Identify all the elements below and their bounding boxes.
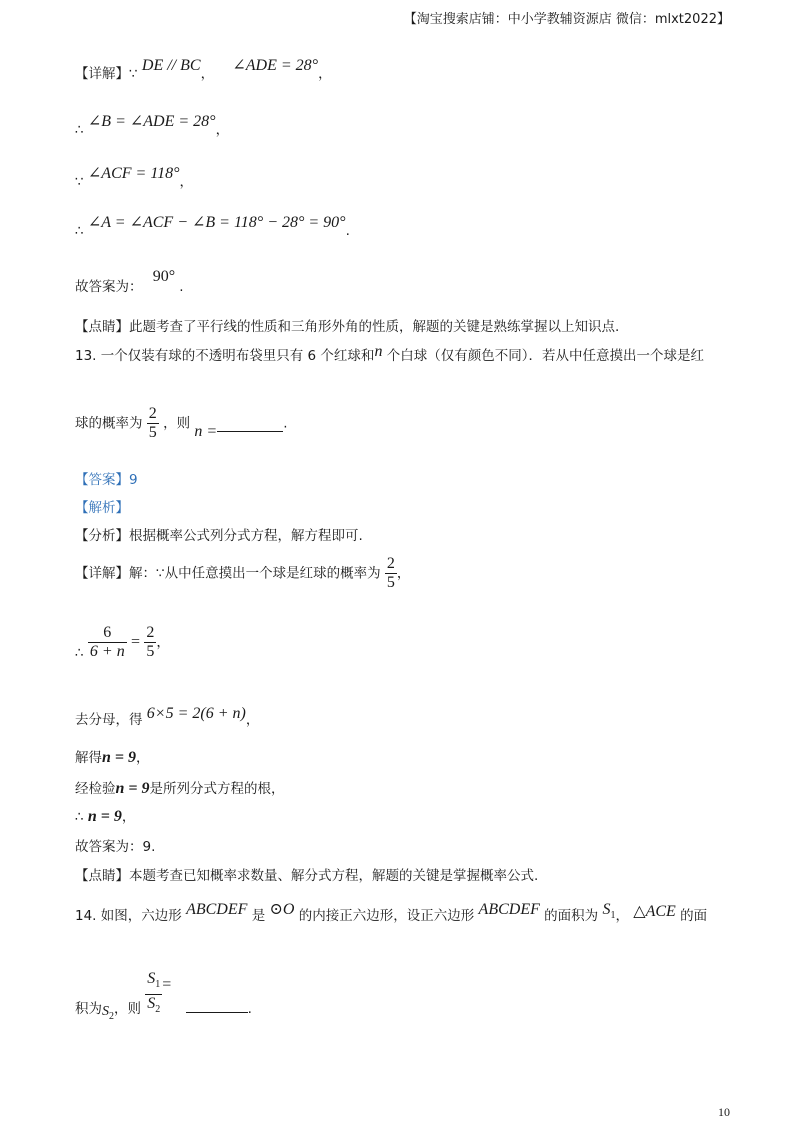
denominator: 5 — [148, 424, 157, 441]
right-fraction — [144, 624, 156, 661]
comma: ， — [179, 174, 194, 190]
denominator: 5 — [146, 643, 155, 660]
q14-text: 的面积为 — [544, 908, 599, 924]
comma: ， — [318, 66, 332, 82]
comma: ， — [136, 750, 150, 766]
s2: S — [102, 1003, 109, 1019]
circle-o: ⊙O — [269, 901, 295, 918]
s2-subscript: 2 — [109, 1010, 114, 1022]
q13-ans: 故答案为：9. — [75, 839, 156, 855]
numerator: 2 — [386, 555, 395, 572]
q13-step-4 — [75, 805, 135, 826]
q14-text: 是 — [251, 908, 266, 924]
answer-value: 90° — [152, 268, 176, 285]
q14-text: ，则 — [114, 1000, 141, 1017]
angle-b-eq: ∠B = ∠ADE = 28° — [87, 113, 216, 130]
q12-line-2 — [75, 113, 230, 139]
s1-subscript: 1 — [610, 910, 616, 921]
since-symbol: ∵ — [129, 66, 138, 82]
comma: ， — [245, 712, 260, 728]
denominator-subscript: 2 — [155, 1004, 161, 1015]
q12-line-3 — [75, 165, 194, 191]
n-equals: n = — [194, 422, 218, 440]
equals: = — [162, 975, 172, 993]
comma: ， — [121, 809, 136, 825]
left-fraction — [88, 624, 127, 661]
q14-text: 的内接正六边形，设正六边形 — [298, 908, 475, 924]
numerator: S — [147, 970, 156, 987]
therefore-symbol: ∴ — [75, 122, 84, 138]
step-text: 解得 — [75, 750, 102, 766]
angle-acf: ∠ACF = 118° — [87, 165, 180, 182]
numerator: 2 — [146, 624, 155, 641]
q13-text: 13. 一个仅装有球的不透明布袋里只有 6 个红球和 — [75, 348, 375, 364]
numerator-subscript: 1 — [155, 979, 161, 990]
q13-detail — [75, 555, 410, 592]
q13-comment: 【点睛】本题考查已知概率求数量、解分式方程，解题的关键是掌握概率公式. — [75, 868, 539, 884]
probability-fraction — [385, 555, 397, 592]
period: . — [345, 223, 350, 239]
therefore-symbol: ∴ — [75, 223, 84, 239]
q13-line-1 — [75, 344, 704, 365]
period: . — [247, 1000, 252, 1017]
period: . — [179, 279, 184, 295]
q13-step-2 — [75, 746, 150, 767]
de-parallel-bc: DE // BC — [141, 57, 201, 74]
step-text: 是所列分式方程的根， — [149, 781, 285, 797]
q13-text: 球的概率为 — [75, 415, 143, 432]
numerator: 6 — [103, 624, 112, 641]
q12-comment: 【点睛】此题考查了平行线的性质和三角形外角的性质，解题的关键是熟练掌握以上知识点. — [75, 319, 620, 335]
q14-line-1 — [75, 901, 708, 927]
hexagon-label: ABCDEF — [478, 901, 540, 918]
angle-a-calc: ∠A = ∠ACF − ∠B = 118° − 28° = 90° — [87, 214, 346, 231]
q13-text: 个白球（仅有颜色不同）．若从中任意摸出一个球是红 — [382, 348, 704, 364]
q14-text: 积为 — [75, 1000, 102, 1017]
s1: S — [602, 901, 611, 918]
q14-text: 的面 — [680, 908, 708, 924]
shop-header: 【淘宝搜索店铺：中小学教辅资源店 微信：mlxt2022】 — [403, 12, 730, 27]
answer-label: 故答案为： — [75, 279, 143, 295]
comma: ， — [215, 122, 230, 138]
therefore-symbol: ∴ — [75, 644, 84, 661]
denominator: 6 + n — [89, 643, 125, 660]
step-equation: n = 9 — [102, 749, 137, 766]
numerator: 2 — [148, 405, 157, 422]
therefore-symbol: ∴ — [75, 809, 84, 825]
var-n: n — [374, 343, 383, 360]
equals: = — [130, 633, 141, 651]
q14-line-2 — [75, 962, 252, 1022]
q13-step-1 — [75, 705, 260, 729]
area-ratio-fraction — [145, 970, 162, 1019]
probability-fraction — [147, 405, 159, 442]
q13-answer: 【答案】9 — [75, 472, 138, 488]
answer-blank — [186, 1012, 248, 1013]
denominator: S — [147, 995, 156, 1012]
detail-label: 【详解】 — [75, 66, 129, 82]
comma: ， — [396, 565, 411, 582]
period: . — [283, 415, 288, 432]
comma: ， — [200, 66, 215, 82]
q13-line-2 — [75, 405, 287, 442]
step-equation: 6×5 = 2(6 + n) — [146, 705, 246, 722]
q12-answer — [75, 268, 184, 296]
q13-detail-text: 【详解】解：∵从中任意摸出一个球是红球的概率为 — [75, 565, 381, 582]
step-text: 去分母，得 — [75, 712, 143, 728]
triangle-ace: △ACE — [633, 903, 676, 920]
page-number: 10 — [718, 1105, 730, 1119]
step-equation: n = 9 — [87, 808, 122, 825]
q13-analysis: 【解析】 — [75, 500, 129, 516]
denominator: 5 — [386, 574, 395, 591]
q13-equation — [75, 624, 170, 661]
hexagon-label: ABCDEF — [186, 901, 248, 918]
q14-text: 14. 如图，六边形 — [75, 908, 182, 924]
comma: ， — [156, 634, 170, 651]
step-text: 经检验 — [75, 781, 116, 797]
step-equation: n = 9 — [115, 780, 150, 797]
answer-blank — [217, 431, 283, 432]
q13-text: ，则 — [163, 415, 191, 432]
q12-line-1 — [75, 57, 332, 83]
comma: ， — [615, 908, 629, 924]
q13-fenxi: 【分析】根据概率公式列分式方程，解方程即可. — [75, 528, 363, 544]
q12-line-4 — [75, 214, 350, 240]
angle-ade: ∠ADE = 28° — [232, 57, 319, 74]
since-symbol: ∵ — [75, 174, 84, 190]
q13-step-3 — [75, 777, 285, 798]
